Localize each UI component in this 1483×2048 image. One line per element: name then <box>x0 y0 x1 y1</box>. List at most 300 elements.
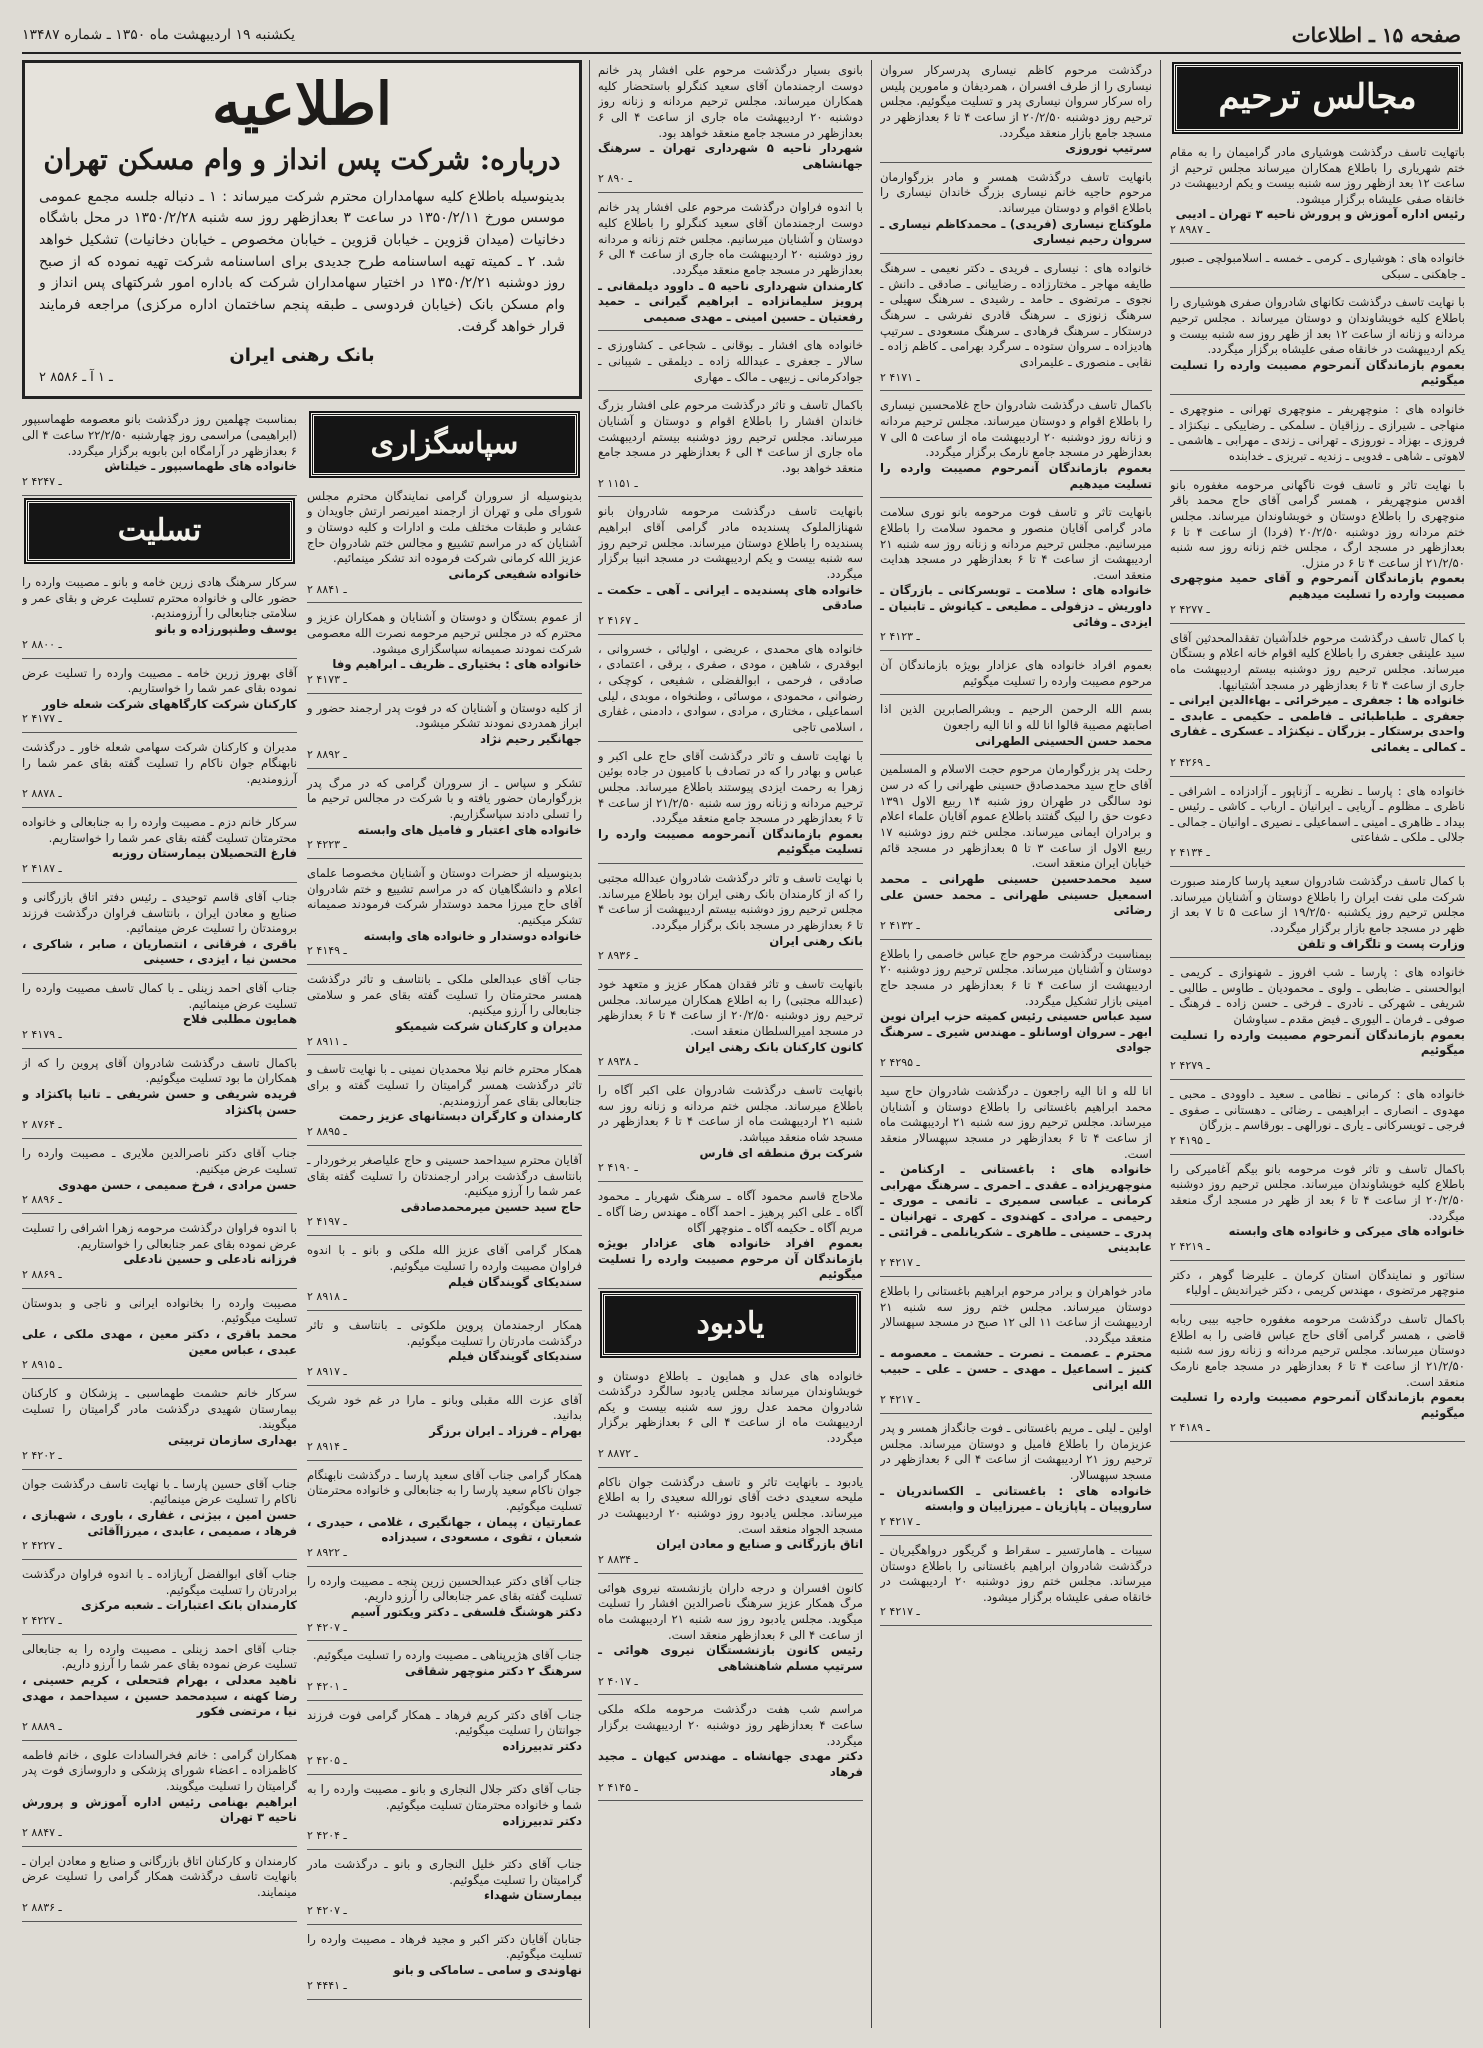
notice-entry <box>22 1218 297 1289</box>
notice-signature: بعموم بازماندگان آنمرحومه مصیبت وارده را تسلیت میگوئیم <box>598 826 863 857</box>
notice-code: ۲ ـ ۸۷۶۴ <box>22 1118 62 1132</box>
notice-text: خانواده های افشار ـ بوقانی ـ شجاعی ـ کشاورزی ـ سالار ـ جعفری ـ عبدالله زاده ـ دیلمقی ـ شیبانی ـ جوادکرمانی ـ زبیهی ـ مالک ـ مهاری <box>598 338 863 384</box>
notice-code: ۲ ـ ۴۲۱۷ <box>880 1605 920 1619</box>
notice-signature: محمد حسن الحسینی الطهرانی <box>975 733 1152 748</box>
notice-entry <box>880 699 1152 755</box>
notice-code: ۲ ـ ۸۸۴۷ <box>22 1826 62 1839</box>
notice-entry <box>598 60 863 193</box>
notice-entry <box>22 572 297 658</box>
notice-entry <box>880 167 1152 254</box>
notice-code: ۲ ـ ۸۸۸۹ <box>22 1719 62 1733</box>
notice-signature: کارکنان شرکت کارگاههای شرکت شعله خاور <box>42 696 297 711</box>
notice-signature: بعموم بازماندگان آنمرحوم مصیبت وارده را تسلیت میگوئیم <box>1170 357 1465 388</box>
notice-code: ۲ ـ ۴۱۲۳ <box>880 630 920 644</box>
notice-text: بیمناسبت درگذشت مرحوم حاج عباس خاصمی را باطلاع دوستان و آشنایان میرساند. مجلس ترحیم روز دوشنبه ۲۰ اردیبهشت از ساعت ۴ تا ۶ بعدازظهر در مسجد حاج امینی بازار تشکیل میگردد. <box>880 946 1152 1008</box>
notice-text: درگذشت مرحوم کاظم نیساری پدرسرکار سروان نیساری را از طرف افسران ، همردیفان و مامورین پلیس راه سرکار سروان نیساری پدر و تسلیت میگوئیم. مجلس ترحیم روز دوشنبه ۲۰/۲/۵۰ از ساعت ۴ تا ۶ بعدازظهر در مسجد جامع بازار منعقد میگردد. <box>880 63 1152 140</box>
notice-text: بانهایت تاثر و تاسف فوت مرحومه بانو نوری سلامت مادر گرامی آقایان منصور و محمود سلامت را باطلاع میرسانیم. مجلس ترحیم مردانه و زنانه روز سه شنبه ۲۱ اردیبهشت از ساعت ۴ تا ۶ بعدازظهر در مسجد هدایت منعقد است. <box>880 505 1152 582</box>
notice-entry <box>22 1383 297 1469</box>
announcement-subtitle: درباره: شرکت پس انداز و وام مسکن تهران <box>43 142 561 176</box>
notice-text: با نهایت تاثر و تاسف فوت ناگهانی مرحومه مغفوره بانو اقدس منوچهریفر ، همسر گرامی آقای حاج محمد باقر منوچهری را باطلاع دوستان و خویشاوندان میرساند. مجلس ختم مردانه روز دوشنبه ۲۰/۲/۵۰ (فردا) از ساعت ۴ تا ۶ بعدازظهر در مسجد ارگ ، مجلس ختم زنانه روز سه شنبه ۲۱/۲/۵۰ از ساعت ۴ تا ۶ در منزل. <box>1170 477 1465 570</box>
notice-code: ۲ ـ ۴۲۴۷ <box>22 474 62 488</box>
notice-text: با اندوه فراوان درگذشت مرحومه زهرا اشرافی را تسلیت عرض نموده بقای عمر جنابعالی را خواستاریم. <box>22 1221 297 1251</box>
notice-entry <box>22 812 297 883</box>
notice-entry <box>307 1645 582 1700</box>
notice-text: کارمندان و کارکنان اتاق بازرگانی و صنایع و معادن ایران ـ بانهایت تاسف درگذشت همکار گرامی را تسلیت عرض مینمایند. <box>22 1853 297 1900</box>
column-divider <box>1160 60 1161 2028</box>
notice-code: ۲ ـ ۴۱۷۱ <box>880 370 920 384</box>
notice-signature: مدیران و کارکنان شرکت شیمیکو <box>395 1018 582 1033</box>
notice-text: با کمال تاسف درگذشت شادروان سعید پارسا کارمند صبورت شرکت ملی نفت ایران را باطلاع دوستان و آشنایان میرساند. مجلس ترحیم روز یکشنبه ۱۹/۲/۵۰ از ساعت ۵ تا ۷ بعد از ظهر در مسجد جامع بازار برگزار میگردد. <box>1170 873 1465 935</box>
notice-code: ۲ ـ ۴۲۰۱ <box>307 1679 347 1693</box>
notice-entry <box>880 502 1152 651</box>
condolence-list-top <box>22 409 297 495</box>
notice-text: کانون افسران و درجه داران بازنشسته نیروی هوائی مرگ همکار عزیز سرهنگ ناصرالدین افشار را تسلیت میگوید. مجلس یادبود روز سه شنبه ۲۱ اردیبهشت ماه از ساعت ۴ الی ۶ بعدازظهر منعقد است. <box>598 1580 863 1642</box>
notice-entry <box>307 698 582 769</box>
notice-text: خانواده های محمدی ، عریضی ، اولیائی ، خسروانی ، ابوقدری ، شاهین ، مودی ، صفری ، برقی ، اعتمادی ، صادقی ، فرحمی ، ابوالفضلی ، شفیعی ، کوچکی ، رضوانی ، محمودی ، موسائی ، وطنخواه ، موبدی ، لیلی اسماعیلی ، مختاری ، مرادی ، سوادی ، دادمنی ، غفاری ، اسلامی تاجی <box>598 641 863 734</box>
notice-code: ۲ ـ ۸۹۱۴ <box>307 1439 347 1453</box>
notice-signature: سید محمدحسین حسینی طهرانی ـ محمد اسمعیل حسینی طهرانی ـ محمد حسن علی رضائی <box>880 871 1152 918</box>
notice-signature: اتاق بازرگانی و صنایع و معادن ایران <box>656 1537 863 1552</box>
notice-entry <box>598 1080 863 1182</box>
notice-signature: فریده شریفی و حسن شریفی ـ تانیا پاکنژاد و حسن پاکنژاد <box>22 1087 297 1117</box>
notice-text: خانواده های : پارسا ـ شب افروز ـ شهنوازی ـ کریمی ـ ابوالحسنی ـ ضابطی ـ ولوی ـ محمودیان ـ طاوس ـ طالبی ـ شریفی ـ شهرکی ـ نادری ـ فرخی ـ حسن زاده ـ فرهنگ ـ صوفی ـ فرمان ـ الیوری ـ فیض مقدم ـ سیاوشان <box>1170 965 1465 1027</box>
notice-entry <box>307 1240 582 1311</box>
notice-code: ۲ ـ ۴۴۴۱ <box>307 1978 347 1992</box>
notice-text: جناب آقای دکتر جلال النجاری و بانو ـ مصیبت وارده را به شما و خانواده محترمتان تسلیت میگوئیم. <box>307 1782 582 1812</box>
notice-code: ۲ ـ ۴۲۰۴ <box>307 1829 347 1843</box>
notice-text: آقای بهروز زرین خامه ـ مصیبت وارده را تسلیت عرض نموده بقای عمر شما را خواستاریم. <box>22 665 297 696</box>
notice-entry <box>1170 1084 1465 1155</box>
notice-entry <box>22 1851 297 1922</box>
notice-signature: ملوکتاج نیساری (فریدی) ـ محمدکاظم نیساری ـ سروان رحیم نیساری <box>880 216 1152 247</box>
notice-text: بمناسبت چهلمین روز درگذشت بانو معصومه طهماسبپور (ابراهیمی) مراسمی روز چهارشنبه ۲۲/۲/۵۰ ساعت ۴ الی ۶ بعدازظهر در آرامگاه ابن بابویه برگزار میگردد. <box>22 412 297 458</box>
notice-code: ۲ ـ ۴۲۰۵ <box>307 1754 347 1768</box>
notice-text: جناب آقای دکتر کریم فرهاد ـ همکار گرامی فوت فرزند جوانتان را تسلیت میگوئیم. <box>307 1707 582 1738</box>
condolence-banner: تسلیت <box>26 500 293 563</box>
notice-code: ۲ ـ ۴۲۰۲ <box>22 1448 62 1462</box>
announcement-title: اطلاعیه <box>211 70 393 138</box>
notice-text: بانهایت تاسف و تاثر فقدان همکار عزیز و متعهد خود (عبدالله مجتبی) را به اطلاع همکاران میرساند. مجلس ترحیم روز دوشنبه ۲۰/۲/۵۰ از ساعت ۴ تا ۶ بعدازظهر در مسجد امیرالسلطان منعقد است. <box>598 977 863 1039</box>
notice-text: خانواده های : کرمانی ـ نظامی ـ سعید ـ داوودی ـ محبی ـ مهدوی ـ انصاری ـ ابراهیمی ـ رضائی ـ دهستانی ـ صفوی ـ فرجی ـ تویسرکانی ـ یاری ـ نورالهی ـ بورقاسم ـ بزرگان <box>1170 1086 1465 1133</box>
thanks-column <box>307 409 582 2003</box>
notice-text: باکمال تاسف و تاثر درگذشت مرحوم علی افشار بزرگ خاندان افشار را باطلاع اقوام و دوستان و آشنایان میرساند. مجلس ترحیم روز دوشنبه بیستم اردیبهشت ماه جاری از ساعت ۴ الی ۶ بعدازظهر در مسجد جامع منعقد خواهد بود. <box>598 398 863 475</box>
notice-code: ۲ ـ ۸۹۳۶ <box>598 949 638 963</box>
notice-signature: فارغ التحصیلان بیمارستان روزبه <box>111 846 297 861</box>
notice-code: ۲ ـ ۴۱۸۹ <box>1170 1421 1210 1435</box>
memorials-banner: مجالس ترحیم <box>1174 64 1461 132</box>
notice-code: ۲ ـ ۴۱۹۰ <box>598 1161 638 1175</box>
notice-text: اولین ـ لیلی ـ مریم باغستانی ـ فوت جانگداز همسر و پدر عزیزمان را باطلاع فامیل و دوستان میرساند. مجلس ترحیم روز ۲۱ اردیبهشت از ساعت ۴ الی ۶ بعدازظهر در مسجد سپهسالار. <box>880 1421 1152 1483</box>
notice-entry <box>307 969 582 1055</box>
issue-date: یکشنبه ۱۹ اردیبهشت ماه ۱۳۵۰ ـ شماره ۱۳۴۸۷ <box>22 26 296 43</box>
notice-text: همکار محترم خانم نیلا محمدیان نمینی ـ با نهایت تاسف و تاثر درگذشت همسر گرامیتان را تسلیت گفته و برای جنابعالی بقای عمر آرزومندیم. <box>307 1062 582 1108</box>
notice-signature: باقری ، فرقانی ، انتصاریان ، صابر ، شاکری ، محسن نیا ، ایزدی ، حسینی <box>22 936 297 967</box>
notice-entry <box>880 1540 1152 1626</box>
notice-code: ۲ ـ ۸۸۹۶ <box>22 1193 62 1207</box>
notice-text: همکاران گرامی : خانم فخرالسادات علوی ، خانم فاطمه کاظمزاده ـ اعضاء شورای پزشکی و داروسازی فوت پدر گرامیتان را تسلیت میگویند. <box>22 1747 297 1794</box>
notice-text: تشکر و سپاس ـ از سروران گرامی که در مرگ پدر بزرگوارمان حضور یافته و با شرکت در مجالس ترحیم ما را تسلی دادند سپاسگزاریم. <box>307 775 582 821</box>
notice-signature: رئیس کانون بازنشستگان نیروی هوائی ـ سرتیپ مسلم شاهنشاهی <box>598 1643 863 1673</box>
notice-entry <box>22 1143 297 1214</box>
notice-entry <box>307 773 582 859</box>
column-announcements <box>22 60 582 2028</box>
notice-text: همکار گرامی جناب آقای سعید پارسا ـ درگذشت نابهنگام جوان ناکام سعید پارسا را به جنابعالی و خانواده محترمتان تسلیت میگوئیم. <box>307 1467 582 1513</box>
notice-entry <box>598 1186 863 1289</box>
notice-code: ۲ ـ ۴۲۷۹ <box>1170 1059 1210 1073</box>
notice-code: ۲ ـ ۴۲۱۷ <box>880 1515 920 1529</box>
column-divider <box>589 60 590 2028</box>
notice-text: جناب آقای احمد زینلی ـ با کمال تاسف مصیبت وارده را تسلیت عرض مینمائیم. <box>22 981 297 1011</box>
notice-text: مراسم شب هفت درگذشت مرحومه ملکه ملکی ساعت ۴ بعدازظهر روز دوشنبه ۲۰ اردیبهشت برگزار میگردد. <box>598 1702 863 1748</box>
notice-code: ۲ ـ ۴۱۷۳ <box>307 673 347 686</box>
notice-entry <box>880 1081 1152 1277</box>
page-header <box>22 18 1461 54</box>
notice-code: ۲ ـ ۸۹۱۱ <box>307 1034 347 1048</box>
notice-signature: سرهنگ ۲ دکتر منوچهر شقاقی <box>405 1664 582 1679</box>
notice-signature: وزارت پست و تلگراف و تلفن <box>1297 936 1465 951</box>
notice-entry <box>880 759 1152 939</box>
notice-code: ۲ ـ ۴۱۳۲ <box>880 918 920 932</box>
notice-signature: بیمارستان شهداء <box>484 1888 582 1903</box>
notice-signature: سندیکای گویندگان فیلم <box>448 1274 582 1289</box>
notice-signature: دکتر هوشنگ فلسفی ـ دکتر ویکتور آسیم <box>350 1604 582 1619</box>
notice-entry <box>598 501 863 634</box>
notice-signature: خانواده های : باغستانی ـ ارکنامن ـ منوچهریزاده ـ عقدی ـ احمری ـ سرهنگ مهرابی کرمانی ـ عباسی سمیری ـ تاتمی ـ موری ـ رحیمی ـ مرادی ـ کهندوی ـ کهری ـ تهرانیان ـ پدری ـ حسینی ـ طاهری ـ شکریانلمی ـ قرائتی ـ عابدینی <box>880 1162 1152 1255</box>
notice-signature: دکتر تدبیرزاده <box>502 1813 582 1828</box>
notice-text: از کلیه دوستان و آشنایان که در فوت پدر ارجمند حضور و ابراز همدردی نمودند تشکر میشود. <box>307 700 582 731</box>
notice-text: مصیبت وارده را بخانواده ایرانی و ناجی و بدوستان تسلیت میگوئیم. <box>22 1295 297 1326</box>
notice-text: خانواده های : هوشیاری ـ کرمی ـ خمسه ـ اسلامبولچی ـ صبور ـ جاهکنی ـ سبکی <box>1170 250 1465 281</box>
notice-text: جناب آقای دکتر خلیل النجاری و بانو ـ درگذشت مادر گرامیتان را تسلیت میگوئیم. <box>307 1857 582 1887</box>
notice-text: باکمال تاسف درگذشت شادروان حاج غلامحسین نیساری را باطلاع اقوام و دوستان میرساند. مجلس ترحیم مردانه و زنانه روز دوشنبه ۲۰ اردیبهشت ماه از ساعت ۵ الی ۷ بعدازظهر در مسجد جامع نارمک برگزار میگردد. <box>880 398 1152 460</box>
notice-text: جناب آقای احمد زینلی ـ مصیبت وارده را به جنابعالی تسلیت عرض نموده بقای عمر شما را آرزو داریم. <box>22 1641 297 1672</box>
notice-code: ۲ ـ ۴۲۰۷ <box>307 1903 347 1917</box>
notice-code: ۲ ـ ۴۲۶۹ <box>1170 755 1210 769</box>
thanks-list <box>307 486 582 2000</box>
notice-signature: یوسف وطنپورزاده و بانو <box>155 622 297 637</box>
notice-code: ۲ ـ ۴۲۲۳ <box>307 838 347 852</box>
notice-entry <box>598 197 863 331</box>
notice-signature: خانواده های : بختیاری ـ ظریف ـ ابراهیم وفا <box>332 657 582 672</box>
notice-entry <box>598 1578 863 1696</box>
notice-signature: خانواده های : باغستانی ـ الکساندریان ـ ساروپیان ـ پاپازیان ـ میرزاییان و وابسته <box>880 1483 1152 1514</box>
notice-code: ۲ ـ ۴۲۱۷ <box>880 1393 920 1407</box>
notice-entry <box>22 737 297 808</box>
notice-code: ۲ ـ ۴۲۹۵ <box>880 1056 920 1070</box>
notice-text: باکمال تاسف درگذشت شادروان آقای پروین را که از همکاران ما بود تسلیت میگوئیم. <box>22 1055 297 1086</box>
notice-code: ۲ ـ ۴۱۷۹ <box>22 1027 62 1041</box>
notice-entry <box>1170 1265 1465 1305</box>
notice-code: ۲ ـ ۸۸۹۵ <box>307 1125 347 1139</box>
announcement-body: بدینوسیله باطلاع کلیه سهامداران محترم شرکت میرساند : ۱ ـ دنباله جلسه مجمع عمومی موسس مورخ ۱۳۵۰/۲/۱۱ در ساعت ۳ بعدازظهر روز سه شنبه ۱۳۵۰/۲/۲۸ در محل باشگاه دخانیات (میدان قزوین ـ خیابان قزوین ـ خیابان مخصوص ـ خیابان دخانیات) تشکیل خواهد شد. ۲ ـ کمیته تهیه اساسنامه طرح جدیدی برای اساسنامه شرکت تهیه نموده که از صبح روز دوشنبه ۱۳۵۰/۲/۲۱ در اختیار سهامداران شرکت که باداره امور شرکتهای پس انداز و وام مسکن بانک (خیابان فردوسی ـ طبقه پنجم ساختمان اداره مرکزی) مراجعه فرمایند قرار خواهد گرفت. <box>39 188 566 335</box>
announcement-signature: بانک رهنی ایران <box>229 345 375 367</box>
column-notices-3 <box>598 60 863 2028</box>
notice-code: ۲ ـ ۴۱۷۷ <box>22 712 62 726</box>
memorial-day-list <box>598 1366 863 1802</box>
notice-code: ۲ ـ ۸۹۱۸ <box>307 1290 347 1304</box>
notice-entry <box>598 1472 863 1574</box>
notice-entry <box>1170 1159 1465 1261</box>
notice-entry <box>1170 1309 1465 1442</box>
announcement-box <box>22 60 582 399</box>
notice-signature: بهرام ـ فرزاد ـ ایران برزگر <box>429 1424 582 1439</box>
notice-code: ۲ ـ ۴۱۹۵ <box>1170 1133 1210 1147</box>
thanks-banner: سپاسگزاری <box>311 413 578 476</box>
notice-text: مدیران و کارکنان شرکت سهامی شعله خاور ـ درگذشت نابهنگام جوان ناکام را تسلیت گفته بقای عمر شما را آرزومندیم. <box>22 740 297 786</box>
notice-signature: حاج سید حسین میرمحمدصادقی <box>400 1199 582 1214</box>
notice-text: با نهایت تاسف و تاثر درگذشت شادروان عبدالله مجتبی را که از کارمندان بانک رهنی ایران بود باطلاع میرساند. مجلس ترحیم روز دوشنبه بیستم اردیبهشت از ساعت ۴ تا ۶ بعدازظهر در مسجد بانک برگزار میگردد. <box>598 871 863 932</box>
notice-signature: ابراهیم بهنامی رئیس اداره آموزش و پرورش ناحیه ۳ تهران <box>22 1794 297 1825</box>
notice-code: ۲ ـ ۸۸۷۲ <box>598 1446 638 1460</box>
notice-entry <box>598 974 863 1076</box>
notice-signature: سندیکای گویندگان فیلم <box>448 1349 582 1364</box>
notice-entry <box>22 1564 297 1635</box>
notice-signature: خانواده های طهماسبپور ـ خیلتاش <box>104 459 297 474</box>
notice-signature: خانواده های میرکی و خانواده های وابسته <box>1228 1224 1465 1239</box>
notice-code: ۲ ـ ۸۹۳۸ <box>598 1055 638 1069</box>
notice-code: ۲ ـ ۴۲۲۷ <box>22 1539 62 1553</box>
notice-code: ۲ ـ ۸۸۶۹ <box>22 1267 62 1281</box>
column-memorials <box>1170 60 1465 2028</box>
notice-code: ۲ ـ ۱۱۵۱ <box>598 476 638 490</box>
notice-code: ۲ ـ ۸۹۱۷ <box>307 1364 347 1378</box>
notice-text: خانواده های عدل و همایون ـ باطلاع دوستان و خویشاوندان میرساند مجلس یادبود سالگرد درگذشت شادروان محمد عدل روز سه شنبه بیست و یکم اردیبهشت ماه از ساعت ۴ الی ۶ بعدازظهر برگزار میگردد. <box>598 1368 863 1446</box>
notice-text: ملاحاج قاسم محمود آگاه ـ سرهنگ شهریار ـ محمود آگاه ـ علی اکبر پرهیز ـ احمد آگاه ـ مهندس رضا آگاه ـ مریم آگاه ـ حکیمه آگاه ـ منوچهر آگاه <box>598 1189 863 1235</box>
memorial-list <box>880 60 1152 1626</box>
notice-signature: کارمندان و کارگران دبستانهای عزیز رحمت <box>338 1109 582 1124</box>
notice-text: خانواده های : نیساری ـ فریدی ـ دکتر نعیمی ـ سرهنگ طایفه مهاجر ـ مختارزاده ـ رضاییانی ـ صادقی ـ دانش ـ نجوی ـ مرتضوی ـ حامد ـ رشیدی ـ سرهنگ سهیلی ـ سرهنگ زنوزی ـ سرهنگ قادری نفرشی ـ سرهنگ درستکار ـ سرهنگ فرهادی ـ سرهنگ مسعودی ـ سرتیپ هادیزاده ـ سروان ستوده ـ سرگرد بهرامی ـ کاظم زاده ـ نقابی ـ منصوری ـ علیمرادی <box>880 261 1152 369</box>
notice-code: ۲ ـ ۴۱۹۷ <box>307 1215 347 1229</box>
notice-code: ۲ ـ ۴۱۸۷ <box>22 862 62 876</box>
notice-entry <box>598 1366 863 1468</box>
notice-entry <box>880 395 1152 498</box>
notice-text: با نهایت تاسف و تاثر درگذشت آقای حاج علی اکبر و عباس و بهادر را که در تصادف با کامیون در جاده بوئین زهرا به رحمت ایزدی پیوستند باطلاع میرساند. مجلس ترحیم مردانه و زنانه روز سه شنبه ۲۱/۲/۵۰ از ساعت ۴ تا ۶ بعدازظهر در مسجد جامع منعقد میگردد. <box>598 748 863 826</box>
notice-entry <box>598 395 863 497</box>
notice-entry <box>307 607 582 693</box>
notice-signature: بانک رهنی ایران <box>769 933 863 948</box>
notice-code: ۲ ـ ۸۸۴۱ <box>307 582 347 596</box>
notice-text: خانواده های : پارسا ـ نظریه ـ آزناپور ـ آزادزاده ـ اشرافی ـ ناظری ـ مظلوم ـ آریایی ـ ایرانیان ـ ارباب ـ کاشی ـ رئیس ـ بیداد ـ ظاهری ـ امینی ـ اسماعیلی ـ نصیری ـ اوانیان ـ جمالی ـ جلالی ـ ملکی ـ شفاعتی <box>1170 783 1465 845</box>
page-number: صفحه ۱۵ ـ اطلاعات <box>1291 22 1461 47</box>
notice-signature: خانواده های : سلامت ـ توبسرکانی ـ بازرگان ـ داوریش ـ دزفولی ـ مطیعی ـ کیانوش ـ تابنیان ـ ایزدی ـ وفائی <box>880 583 1152 629</box>
notice-text: بانهایت تاسف درگذشت مرحومه شادروان بانو شهنازالملوک پسندیده مادر گرامی آقای ابراهیم پسندیده را باطلاع دوستان میرساند. مجلس ترحیم روز سه شنبه بیست و یکم اردیبهشت در مسجد انبیا برگزار میگردد. <box>598 504 863 581</box>
notice-entry <box>1170 962 1465 1080</box>
notice-entry <box>1170 871 1465 958</box>
notice-entry <box>307 1390 582 1461</box>
notice-text: بدینوسیله از حضرات دوستان و آشنایان مخصوصا علمای اعلام و دانشگاهیان که در مراسم تشییع و ختم شادروان آقای حاج میرزا محمد دوستدار شرکت فرمودند صمیمانه تشکر میکنیم. <box>307 866 582 927</box>
notice-entry <box>307 486 582 604</box>
notice-text: سناتور و نمایندگان استان کرمان ـ علیرضا گوهر ، دکتر منوچهر مرتضوی ، مهندس کریمی ، دکتر خیراندیش ـ اولیاء <box>1170 1267 1465 1298</box>
notice-code: ۲ ـ ۸۸۳۶ <box>22 1900 62 1914</box>
notice-text: همکار ارجمندمان پروین ملکوتی ـ بانتاسف و تاثر درگذشت مادرتان را تسلیت میگوئیم. <box>307 1318 582 1348</box>
notice-code: ۲ ـ ۴۱۴۵ <box>598 1780 638 1794</box>
notice-entry <box>1170 475 1465 624</box>
notice-signature: حسن مرادی ، فرخ صمیمی ، حسن مهدوی <box>58 1177 297 1192</box>
notice-entry <box>880 944 1152 1077</box>
notice-entry <box>22 1474 297 1560</box>
notice-signature: نهاوندی و سامی ـ ساماکی و بانو <box>393 1963 582 1978</box>
notice-code: ۲ ـ ۴۰۱۷ <box>598 1674 638 1688</box>
notice-text: باتهایت تاسف درگذشت هوشیاری مادر گرامیمان را به مقام ختم شهریاری را باطلاع همکاران میرساند مجلس ترحیم از ساعت ۱۲ بعد ازظهر روز سه شنبه بیست و یکم اردیبهشت در خانقاه صفی علیشاه برگزار میشود. <box>1170 144 1465 206</box>
notice-code: ۲ ـ ۸۸۳۴ <box>598 1552 638 1566</box>
notice-text: جنابان آقایان دکتر اکبر و مجید فرهاد ـ مصیبت وارده را تسلیت میگوئیم. <box>307 1931 582 1962</box>
notice-code: ۲ ـ ۴۲۱۷ <box>880 1256 920 1270</box>
notice-text: جناب آقای حسین پارسا ـ با نهایت تاسف درگذشت جوان ناکام را تسلیت عرض مینمائیم. <box>22 1476 297 1507</box>
notice-entry <box>307 1929 582 2000</box>
notice-text: با کمال تاسف درگذشت مرحوم خلدآشیان تفقدالمحدثین آقای سید علینقی جعفری را باطلاع کلیه اقوام خانه اعلام و بستگان میرساند. مجلس ترحیم روز دوشنبه بیستم اردیبهشت ماه جاری از ساعت ۴ تا ۶ بعدازظهر در مسجد آشتیانیها. <box>1170 630 1465 692</box>
notice-signature: کانون کارکنان بانک رهنی ایران <box>685 1039 863 1054</box>
notice-text: جناب آقای عبدالعلی ملکی ـ بانتاسف و تاثر درگذشت همسر محترمتان را تسلیت گفته بقای عمر و سلامتی جنابعالی را آرزو میکنیم. <box>307 972 582 1018</box>
column-notices-2 <box>880 60 1152 2028</box>
notice-code: ۲ ـ ۸۹۸۷ <box>1170 223 1210 237</box>
notice-entry <box>598 335 863 391</box>
notice-entry <box>1170 628 1465 777</box>
notice-signature: خانواده های پسندیده ـ ایرانی ـ آهی ـ حکمت ـ صادقی <box>598 582 863 613</box>
notice-text: جناب آقای قاسم توحیدی ـ رئیس دفتر اتاق بازرگانی و صنایع و معادن ایران ، بانتاسف فراوان درگذشت فرزند برومندتان را تسلیت عرض مینمائیم. <box>22 889 297 936</box>
notice-code: ۲ ـ ۸۹۰ <box>598 172 632 186</box>
notice-signature: ناهید معدلی ، بهرام فتحعلی ، کریم حسینی ، رضا کهنه ، سیدمحمد حسین ، سیداحمد ، مهدی نیا ، مرتضی فکور <box>22 1673 297 1719</box>
notice-text: از عموم بستگان و دوستان و آشنایان و همکاران عزیز و محترم که در مجلس ترحیم مرحومه نصرت الله معصومی شرکت نمودند صمیمانه سپاسگزاری میشود. <box>307 610 582 656</box>
notice-text: بدینوسیله از سروران گرامی نمایندگان محترم مجلس شورای ملی و تهران از ارجمند امیرنصر ارتش جاویدان و عشایر و طبقات مختلف ملت و ادارات و کلیه دوستان و آشنایان که در مراسم تشییع و مجالس ختم شادروان حاج عزیز الله کرمانی شرکت فرموده اند تشکر مینمائیم. <box>307 488 582 566</box>
notice-text: بانهایت تاسف درگذشت شادروان علی اکبر آگاه را باطلاع میرساند. مجلس ختم مردانه و زنانه روز سه شنبه ۲۱ اردیبهشت ماه از ساعت ۴ تا ۶ بعدازظهر در مسجد شاه منعقد میباشد. <box>598 1083 863 1145</box>
notice-code: ۲ ـ ۴۲۰۷ <box>307 1620 347 1634</box>
notice-entry <box>1170 399 1465 471</box>
condolence-column <box>22 409 297 2003</box>
notice-entry <box>22 1745 297 1847</box>
notice-entry <box>880 655 1152 695</box>
notice-text: جناب آقای دکتر عبدالحسین زرین پنجه ـ مصیبت وارده را تسلیت گفته بقای عمر جنابعالی را آرزو داریم. <box>307 1573 582 1604</box>
notice-entry <box>880 1281 1152 1414</box>
notice-entry <box>307 1779 582 1850</box>
notice-entry <box>307 1705 582 1776</box>
notice-code: ۲ ـ ۴۲۲۷ <box>22 1613 62 1627</box>
notice-text: آقای عزت الله مقبلی وبانو ـ مارا در غم خود شریک بدانید. <box>307 1392 582 1423</box>
notice-code: ۲ ـ ۸۹۲۲ <box>307 1545 347 1559</box>
notice-signature: خانواده های اعتبار و فامیل های وابسته <box>357 822 582 837</box>
memorial-day-banner: یادبود <box>602 1293 859 1356</box>
notice-entry <box>880 258 1152 391</box>
notice-signature: فرزانه نادعلی و حسین نادعلی <box>123 1252 297 1267</box>
notice-code: ۲ ـ ۸۹۱۵ <box>22 1358 62 1372</box>
notice-entry <box>22 1639 297 1741</box>
notice-entry <box>880 60 1152 163</box>
notice-signature: شرکت برق منطقه ای فارس <box>699 1145 863 1160</box>
notice-signature: شهردار ناحیه ۵ شهرداری تهران ـ سرهنگ جهانشاهی <box>598 141 863 171</box>
notice-text: سیبات ـ هامارتسیر ـ سقراط و گریگور درواهگیریان ـ درگذشت شادروان ابراهیم باغستانی را باطلاع دوستان میرساند. مجلس ختم روز دوشنبه ۲۰ اردیبهشت در خانقاه صفی علیشاه برگزار میشود. <box>880 1542 1152 1604</box>
announcement-code: ۲ ـ ۱ آ ـ ۸۵۸۶ <box>39 369 113 385</box>
notice-entry <box>307 1571 582 1642</box>
notice-text: سرکار خانم دزم ـ مصیبت وارده را به جنابعالی و خانواده محترمتان تسلیت گفته بقای عمر شما را خواستاریم. <box>22 815 297 845</box>
notice-signature: دکتر مهدی جهانشاه ـ مهندس کیهان ـ مجید فرهاد <box>598 1749 863 1779</box>
notice-signature: حسن امین ، بیژنی ، غفاری ، باوری ، شهبازی ، فرهاد ، صمیمی ، عابدی ، میرزاآقائی <box>22 1507 297 1538</box>
notice-code: ۲ ـ ۴۱۶۷ <box>598 613 638 627</box>
notice-signature: بعموم بازماندگان آنمرحوم مصیبت وارده را تسلیت میدهیم <box>880 460 1152 491</box>
notice-signature: رئیس اداره آموزش و پرورش ناحیه ۳ تهران ـ ادیبی <box>1175 207 1465 222</box>
notice-entry <box>22 409 297 495</box>
notice-signature: خانواده ها : جعفری ـ میرخرائی ـ بهاءالدین ایرانی ـ جعفری ـ طباطبائی ـ فاطمی ـ حکیمی ـ عابدی ـ واحدی برستکار ـ بزرگان ـ نیکنژاد ـ عسکری ـ غفاری ـ کمالی ـ یغمائی <box>1170 693 1465 755</box>
notice-entry <box>1170 292 1465 395</box>
notice-signature: کارمندان شهرداری ناحیه ۵ ـ داوود دیلمقانی ـ پرویز سلیمانزاده ـ ابراهیم گیرانی ـ حمید رفعتیان ـ حسین امینی ـ مهدی صمیمی <box>598 278 863 324</box>
notice-entry <box>1170 781 1465 867</box>
notice-entry <box>598 746 863 864</box>
notice-signature: خانواده دوستدار و خانواده های وابسته <box>363 928 582 943</box>
notice-text: یادبود ـ بانهایت تاثر و تاسف درگذشت جوان ناکام ملیحه سعیدی دخت آقای نورالله سعیدی را به اطلاع میرساند. مجلس یادبود روز دوشنبه ۲۰ اردیبهشت در مسجد الجواد منعقد است. <box>598 1474 863 1536</box>
notice-code: ۲ ـ ۸۸۰۰ <box>22 637 62 651</box>
notice-entry <box>307 1315 582 1386</box>
notice-text: خانواده های : منوچهریفر ـ منوچهری تهرانی ـ منوچهری ـ منهاجی ـ شیرازی ـ رزاقیان ـ سلمکی ـ رضاییکی ـ نیکنژاد ـ فروزی ـ بهزاد ـ نوروزی ـ تهرانی ـ زندی ـ مهرابی ـ هاشمی ـ لاهوتی ـ شاهی ـ فدویی ـ زندیه ـ تبریزی ـ خدابنده <box>1170 402 1465 463</box>
notice-code: ۲ ـ ۴۱۳۴ <box>1170 846 1210 860</box>
notice-signature: بعموم بازماندگان آنمرحوم و آقای حمید منوچهری مصیبت وارده را تسلیت میدهیم <box>1170 571 1465 602</box>
notice-text: بعموم افراد خانواده های عزادار بویژه بازماندگان آن مرحوم مصیبت وارده را تسلیت میگوئیم <box>880 658 1152 688</box>
notice-text: جناب آقای ابوالفضل آریازاده ـ با اندوه فراوان درگذشت برادرتان را تسلیت میگوئیم. <box>22 1566 297 1597</box>
notice-text: باکمال تاسف درگذشت مرحومه مغفوره حاجیه بیبی ربابه قاضی ، همسر گرامی آقای حاج عباس قاضی را به اطلاع دوستان میرساند. مجلس ترحیم مردانه و زنانه روز سه شنبه ۲۱/۲/۵۰ از ساعت ۴ تا ۶ بعدازظهر در مسجد جامع نارمک منعقد است. <box>1170 1311 1465 1389</box>
notice-text: سرکار خانم حشمت طهماسبی ـ پزشکان و کارکنان بیمارستان شهیدی درگذشت مادر گرامیتان را تسلیت میگویند. <box>22 1386 297 1432</box>
notice-text: باکمال تاسف و تاثر فوت مرحومه بانو بیگم آغامیرکی را باطلاع کلیه خویشاوندان میرساند. مجلس ترحیم روز دوشنبه ۲۰/۲/۵۰ از ساعت ۴ تا ۶ بعد از ظهر در مسجد ارگ منعقد میگردد. <box>1170 1161 1465 1223</box>
notice-signature: کارمندان بانک اعتبارات ـ شعبه مرکزی <box>80 1598 297 1613</box>
column-divider <box>871 60 872 2028</box>
notice-entry <box>1170 142 1465 244</box>
notice-signature: سرتیپ نوروزی <box>1065 141 1152 156</box>
notice-signature: بعموم افراد خانواده های عزادار بویژه بازماندگان آن مرحوم مصیبت وارده را تسلیت میگوئیم <box>598 1236 863 1282</box>
notice-text: جناب آقای دکتر ناصرالدین ملایری ـ مصیبت وارده را تسلیت عرض میکنیم. <box>22 1146 297 1176</box>
notice-entry <box>598 639 863 742</box>
notice-text: آقایان محترم سیداحمد حسینی و حاج علیاصغر برخوردار ـ بانتاسف درگذشت برادر ارجمندتان را تسلیت گفته بقای عمر شما را آرزو میکنیم. <box>307 1152 582 1199</box>
notice-signature: بهداری سازمان تربیتی <box>167 1433 297 1448</box>
notice-entry <box>307 863 582 965</box>
notice-text: مادر خواهران و برادر مرحوم ابراهیم باغستانی را باطلاع دوستان میرساند. مجلس ختم روز سه شنبه ۲۱ اردیبهشت از ساعت ۱۱ الی ۱۲ صبح در مسجد سپهسالار منعقد میگردد. <box>880 1283 1152 1345</box>
notice-entry <box>307 1854 582 1925</box>
notice-entry <box>1170 248 1465 288</box>
notice-text: همکار گرامی آقای عزیز الله ملکی و بانو ـ با اندوه فراوان مصیبت وارده را تسلیت میگوئیم. <box>307 1243 582 1273</box>
memorial-list <box>598 60 863 1289</box>
notice-signature: همایون مطلبی فلاح <box>182 1012 297 1027</box>
notice-code: ۲ ـ ۸۸۷۸ <box>22 787 62 801</box>
notice-text: با اندوه فراوان درگذشت مرحوم علی افشار پدر خانم دوست ارجمندمان آقای سعید کنگرلو را باطلاع کلیه دوستان و آشنایان میرسانیم. مجلس ختم زنانه و مردانه روز دوشنبه ۲۰ اردیبهشت ماه جاری از ساعت ۴ الی ۶ بعدازظهر در مسجد جامع منعقد میگردد. <box>598 200 863 277</box>
notice-text: جناب آقای هژیرپناهی ـ مصیبت وارده را تسلیت میگوئیم. <box>312 1648 582 1663</box>
memorial-list <box>1170 142 1465 1442</box>
notice-entry <box>307 1150 582 1236</box>
notice-signature: دکتر تدبیرزاده <box>502 1738 582 1753</box>
notice-text: بسم الله الرحمن الرحیم ـ وبشرالصابرین الذین اذا اصابتهم مصیبة قالوا انا لله و انا الیه راجعون <box>880 702 1152 733</box>
notice-code: ۲ ـ ۴۱۴۹ <box>307 944 347 958</box>
notice-entry <box>22 1053 297 1139</box>
notice-text: سرکار سرهنگ هادی زرین خامه و بانو ـ مصیبت وارده را حضور عالی و خانواده محترم تسلیت عرض و بقای عمر و سلامتی جنابعالی را آرزومندیم. <box>22 575 297 621</box>
notice-signature: محمد باقری ، دکتر معین ، مهدی ملکی ، علی عبدی ، عباس معین <box>22 1327 297 1357</box>
notice-text: بانوی بسیار درگذشت مرحوم علی افشار پدر خانم دوست ارجمندمان آقای سعید کنگرلو باستحضار کلیه همکاران میرساند. مجلس ترحیم مردانه و زنانه روز دوشنبه ۲۰ اردیبهشت ماه جاری از ساعت ۴ الی ۶ بعدازظهر در مسجد جامع منعقد خواهد بود. <box>598 63 863 140</box>
notice-signature: خانواده شفیعی کرمانی <box>448 566 582 581</box>
notice-entry <box>22 663 297 734</box>
condolence-list <box>22 572 297 1921</box>
notice-text: رحلت پدر بزرگوارمان مرحوم حجت الاسلام و المسلمین آقای حاج سید محمدصادق حسینی طهرانی را که در سن نود سالگی در طهران روز شنبه ۱۴ ربیع الاول ۱۳۹۱ دعوت حق را لبیک گفتند باطلاع عموم آقایان علماء اعلام و برادران ایمانی میرساند. مجلس ختم روز دوشنبه ۱۷ ربیع الاول از ساعت ۳ تا ۵ بعدازظهر در مسجد قائم خیابان ایران منعقد است. <box>880 762 1152 871</box>
notice-entry <box>307 1465 582 1567</box>
notice-text: انا لله و انا الیه راجعون ـ درگذشت شادروان حاج سید محمد ابراهیم باغستانی را باطلاع دوستان و آشنایان میرساند. مجلس ترحیم روز سه شنبه ۲۱ اردیبهشت ماه از ساعت ۴ تا ۶ بعدازظهر در مسجد سپهسالار منعقد است. <box>880 1083 1152 1161</box>
notice-signature: محترم ـ عصمت ـ نصرت ـ حشمت ـ معصومه ـ کنیز ـ اسماعیل ـ مهدی ـ حسن ـ علی ـ حبیب الله ایرانی <box>880 1346 1152 1392</box>
notice-entry <box>22 978 297 1049</box>
notice-entry <box>307 1059 582 1145</box>
notice-signature: بعموم بازماندگان آنمرحوم مصیبت وارده را تسلیت میگوئیم <box>1170 1390 1465 1420</box>
notice-text: بانهایت تاسف درگذشت همسر و مادر بزرگوارمان مرحوم حاجیه خانم نیساری بزرگ خاندان نیساری را باطلاع اقوام و دوستان میرساند. <box>880 169 1152 216</box>
notice-signature: عمارتیان ، پیمان ، جهانگیری ، غلامی ، حیدری ، شعبان ، تقوی ، مسعودی ، سیدزاده <box>307 1514 582 1545</box>
notice-entry <box>22 887 297 974</box>
notice-code: ۲ ـ ۴۲۷۷ <box>1170 602 1210 616</box>
notice-entry <box>880 1418 1152 1536</box>
notice-text: با نهایت تاسف درگذشت تکانهای شادروان صفری هوشیاری را باطلاع کلیه خویشاوندان و دوستان میرساند . مجلس ترحیم مردانه و زنانه از ساعت ۱۲ بعد از ظهر روز سه شنبه بیست و یکم اردیبهشت در خانقاه صفی علیشاه برگزار میگردد. <box>1170 295 1465 357</box>
notice-code: ۲ ـ ۴۲۱۹ <box>1170 1239 1210 1253</box>
notice-entry <box>22 1293 297 1379</box>
notice-entry <box>598 868 863 970</box>
notice-code: ۲ ـ ۸۸۹۲ <box>307 747 347 761</box>
notice-signature: جهانگیر رحیم نژاد <box>480 732 582 747</box>
